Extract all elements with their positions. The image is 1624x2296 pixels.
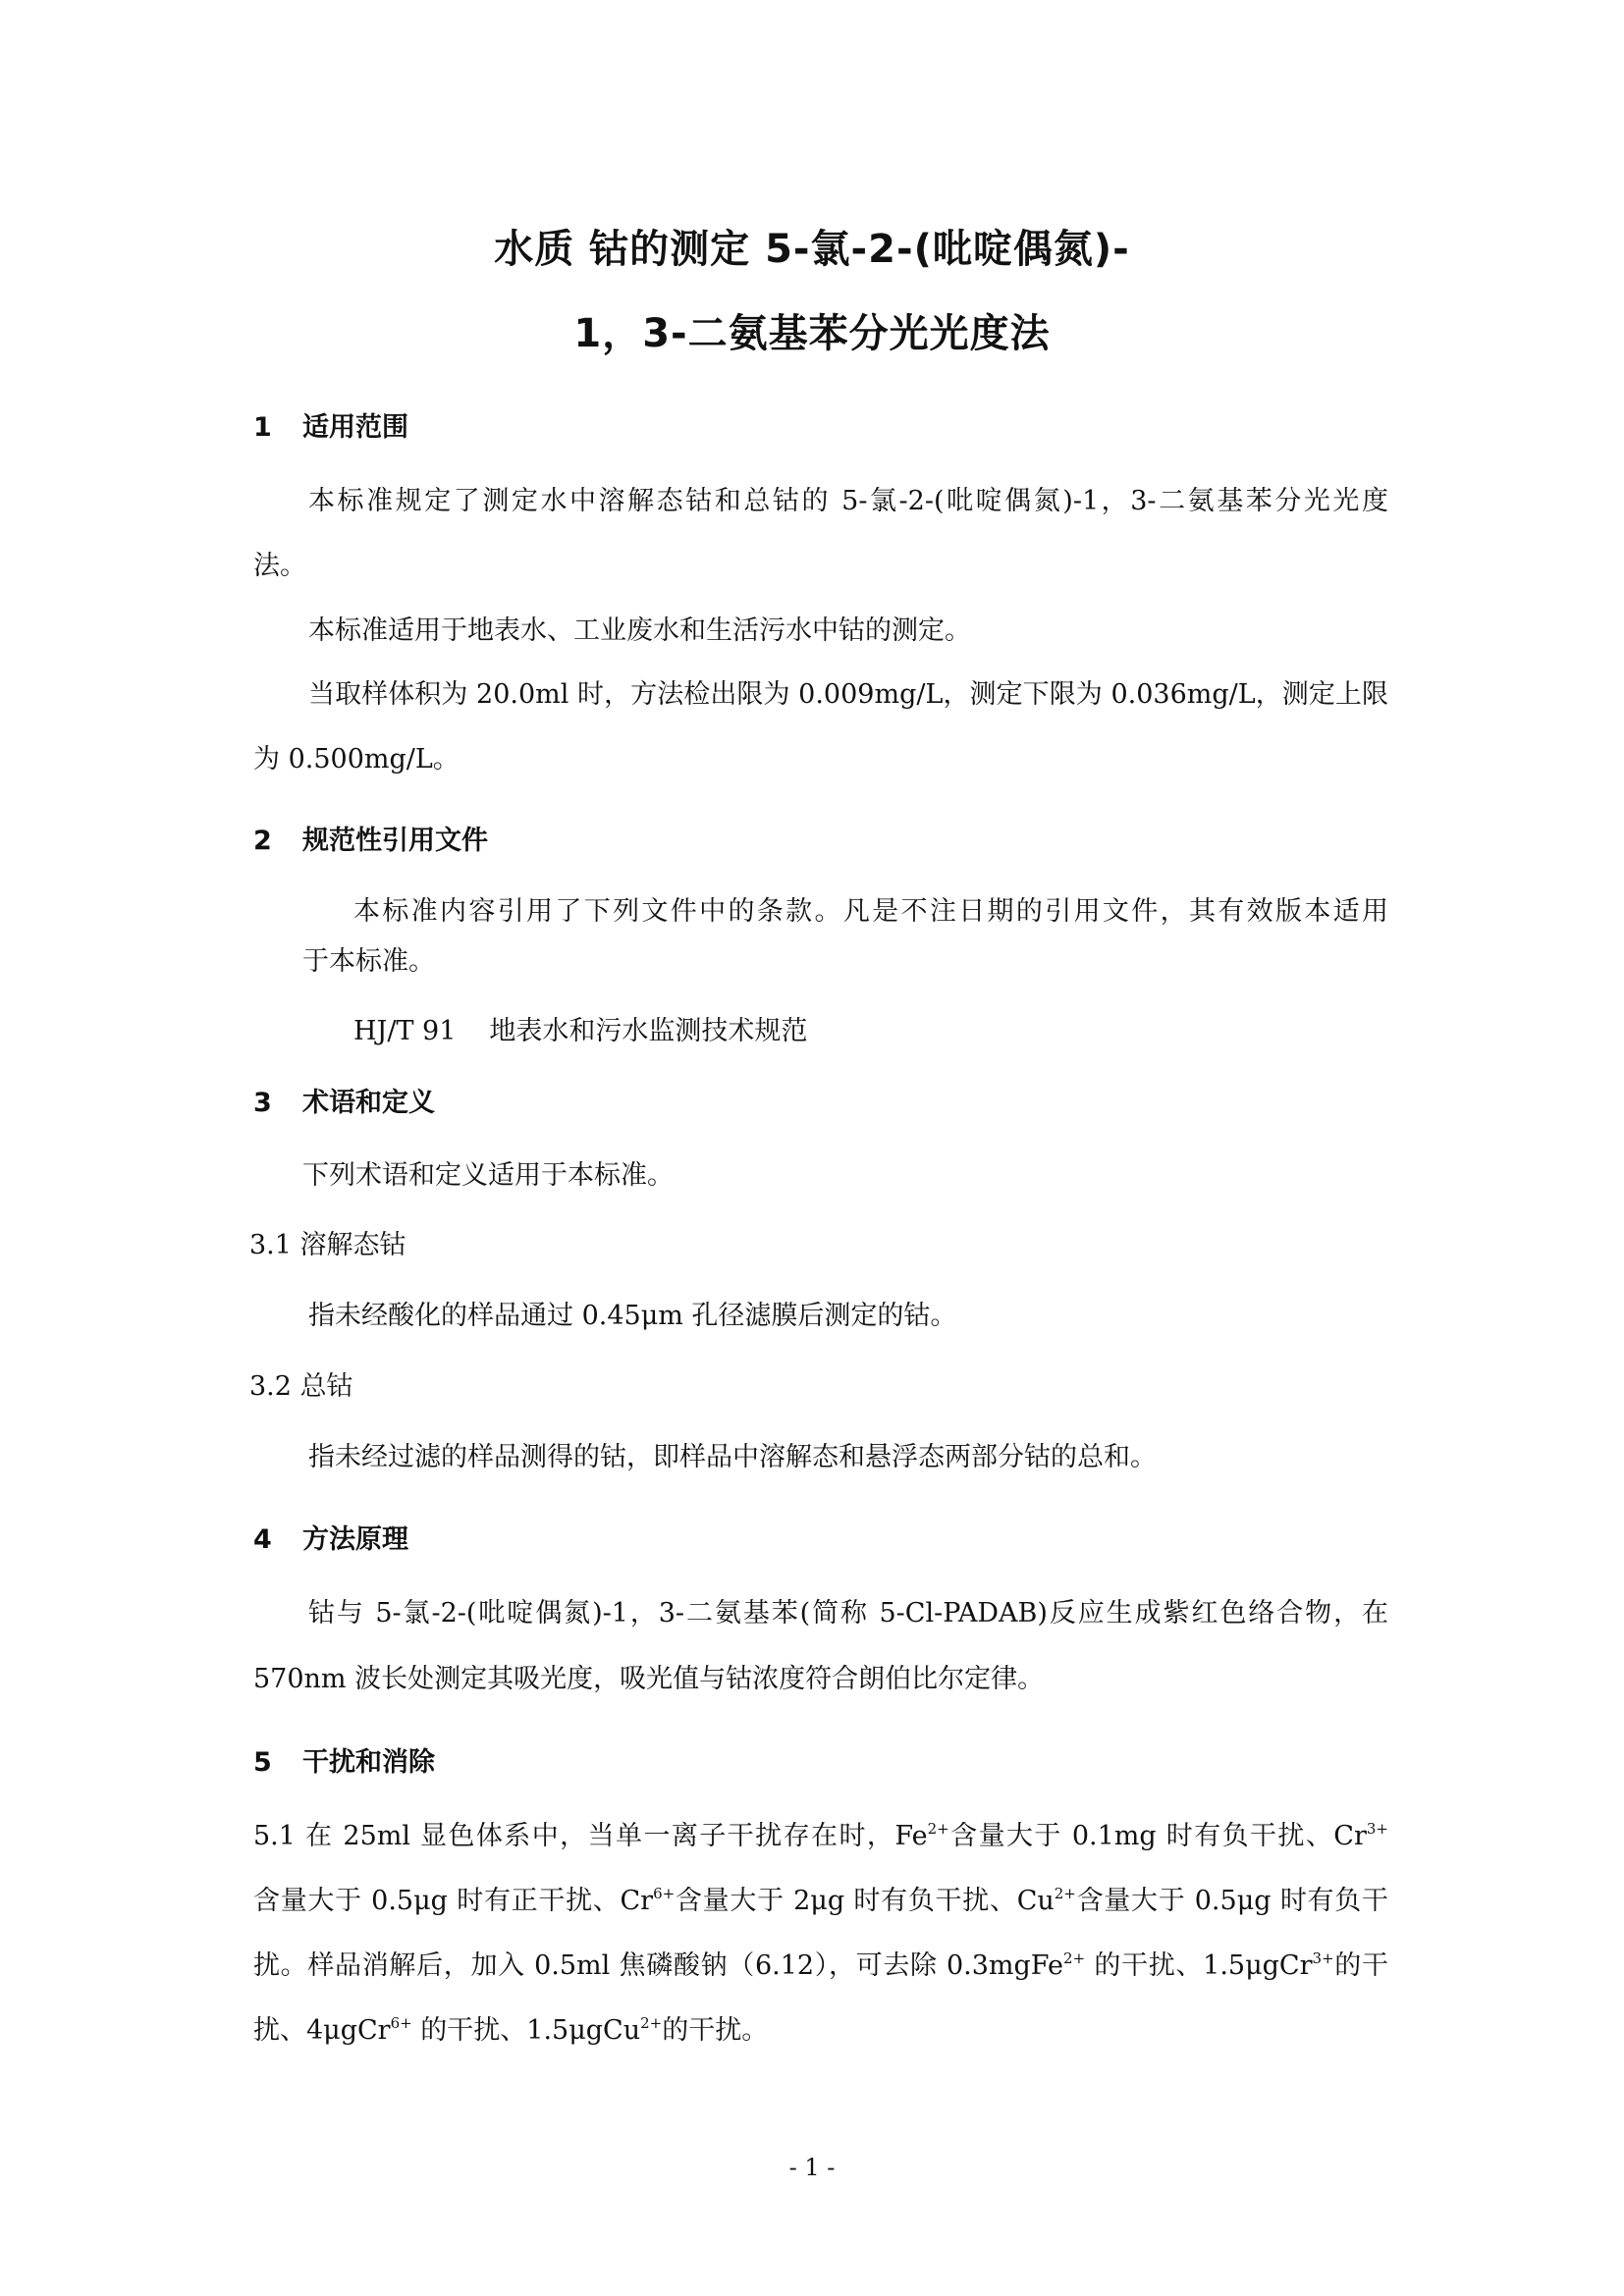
paragraph-line: 于本标准。 xyxy=(302,946,435,977)
paragraph-line: 570nm 波长处测定其吸光度，吸光值与钴浓度符合朗伯比尔定律。 xyxy=(253,1664,1045,1694)
reference-entry xyxy=(353,1009,807,1047)
definition-term: 3.1 溶解态钴 xyxy=(249,1230,406,1260)
reference-title: 地表水和污水监测技术规范 xyxy=(489,1016,808,1046)
definition-text: 指未经酸化的样品通过 0.45μm 孔径滤膜后测定的钴。 xyxy=(308,1301,957,1331)
section-number: 3 xyxy=(253,1088,272,1118)
text-run: 含量大于 0.5μg 时有负干 xyxy=(1075,1886,1388,1916)
paragraph-line xyxy=(253,2008,768,2047)
section-title: 方法原理 xyxy=(302,1524,408,1555)
text-run: 扰、4μgCr xyxy=(253,2015,391,2046)
section-title: 术语和定义 xyxy=(302,1088,435,1118)
section-heading-2 xyxy=(253,819,488,857)
reference-code: HJ/T 91 xyxy=(353,1016,457,1046)
doc-title-line-1: 水质 钴的测定 5-氯-2-(吡啶偶氮)- xyxy=(494,227,1130,272)
text-run: 的干扰。 xyxy=(662,2015,769,2046)
paragraph-line: 本标准内容引用了下列文件中的条款。凡是不注日期的引用文件，其有效版本适用 xyxy=(353,896,1388,927)
section-number: 4 xyxy=(253,1524,272,1555)
text-run: 的干扰、1.5μgCr xyxy=(1085,1950,1313,1981)
paragraph: 本标准适用于地表水、工业废水和生活污水中钴的测定。 xyxy=(308,615,971,646)
text-run: 含量大于 0.5μg 时有正干扰、Cr xyxy=(253,1886,654,1916)
page-number: - 1 - xyxy=(788,2154,836,2181)
superscript: 2+ xyxy=(640,2014,663,2032)
section-title: 适用范围 xyxy=(302,412,408,443)
text-run: 的干 xyxy=(1333,1950,1388,1981)
superscript: 6+ xyxy=(390,2014,412,2032)
text-run: 含量大于 0.1mg 时有负干扰、Cr xyxy=(948,1821,1367,1851)
section-number: 2 xyxy=(253,826,272,856)
text-run: 扰。样品消解后，加入 0.5ml 焦磷酸钠（6.12），可去除 0.3mgFe xyxy=(253,1950,1064,1981)
paragraph-line: 法。 xyxy=(253,551,306,581)
paragraph-line xyxy=(253,1879,1388,1917)
section-title: 干扰和消除 xyxy=(302,1747,435,1778)
section-heading-5 xyxy=(253,1740,435,1779)
paragraph-line xyxy=(253,1944,1388,1982)
superscript: 6+ xyxy=(653,1885,676,1902)
paragraph-line: 钴与 5-氯-2-(吡啶偶氮)-1，3-二氨基苯(简称 5-Cl-PADAB)反应生成紫红色络合物，在 xyxy=(308,1598,1388,1629)
text-run: 含量大于 2μg 时有负干扰、Cu xyxy=(675,1886,1055,1916)
section-heading-3 xyxy=(253,1081,435,1119)
section-heading-4 xyxy=(253,1518,408,1556)
paragraph: 下列术语和定义适用于本标准。 xyxy=(302,1160,674,1191)
definition-text: 指未经过滤的样品测得的钴，即样品中溶解态和悬浮态两部分钴的总和。 xyxy=(308,1442,1157,1472)
text-run: 5.1 在 25ml 显色体系中，当单一离子干扰存在时，Fe xyxy=(253,1821,928,1851)
section-heading-1 xyxy=(253,405,408,444)
doc-title-line-2: 1，3-二氨基苯分光光度法 xyxy=(573,311,1051,356)
paragraph-line xyxy=(253,1814,1388,1852)
section-number: 1 xyxy=(253,412,272,443)
definition-term: 3.2 总钴 xyxy=(249,1371,353,1402)
paragraph-line: 当取样体积为 20.0ml 时，方法检出限为 0.009mg/L，测定下限为 0.036mg/L，测定上限 xyxy=(308,679,1388,710)
paragraph-line: 为 0.500mg/L。 xyxy=(253,744,460,774)
superscript: 2+ xyxy=(927,1820,949,1838)
section-title: 规范性引用文件 xyxy=(302,826,488,856)
paragraph-line: 本标准规定了测定水中溶解态钴和总钴的 5-氯-2-(吡啶偶氮)-1，3-二氨基苯分光光度 xyxy=(308,486,1388,516)
text-run: 的干扰、1.5μgCu xyxy=(411,2015,641,2046)
superscript: 2+ xyxy=(1063,1949,1086,1967)
section-number: 5 xyxy=(253,1747,272,1778)
superscript: 3+ xyxy=(1312,1949,1334,1967)
superscript: 3+ xyxy=(1366,1820,1388,1838)
superscript: 2+ xyxy=(1054,1885,1076,1902)
